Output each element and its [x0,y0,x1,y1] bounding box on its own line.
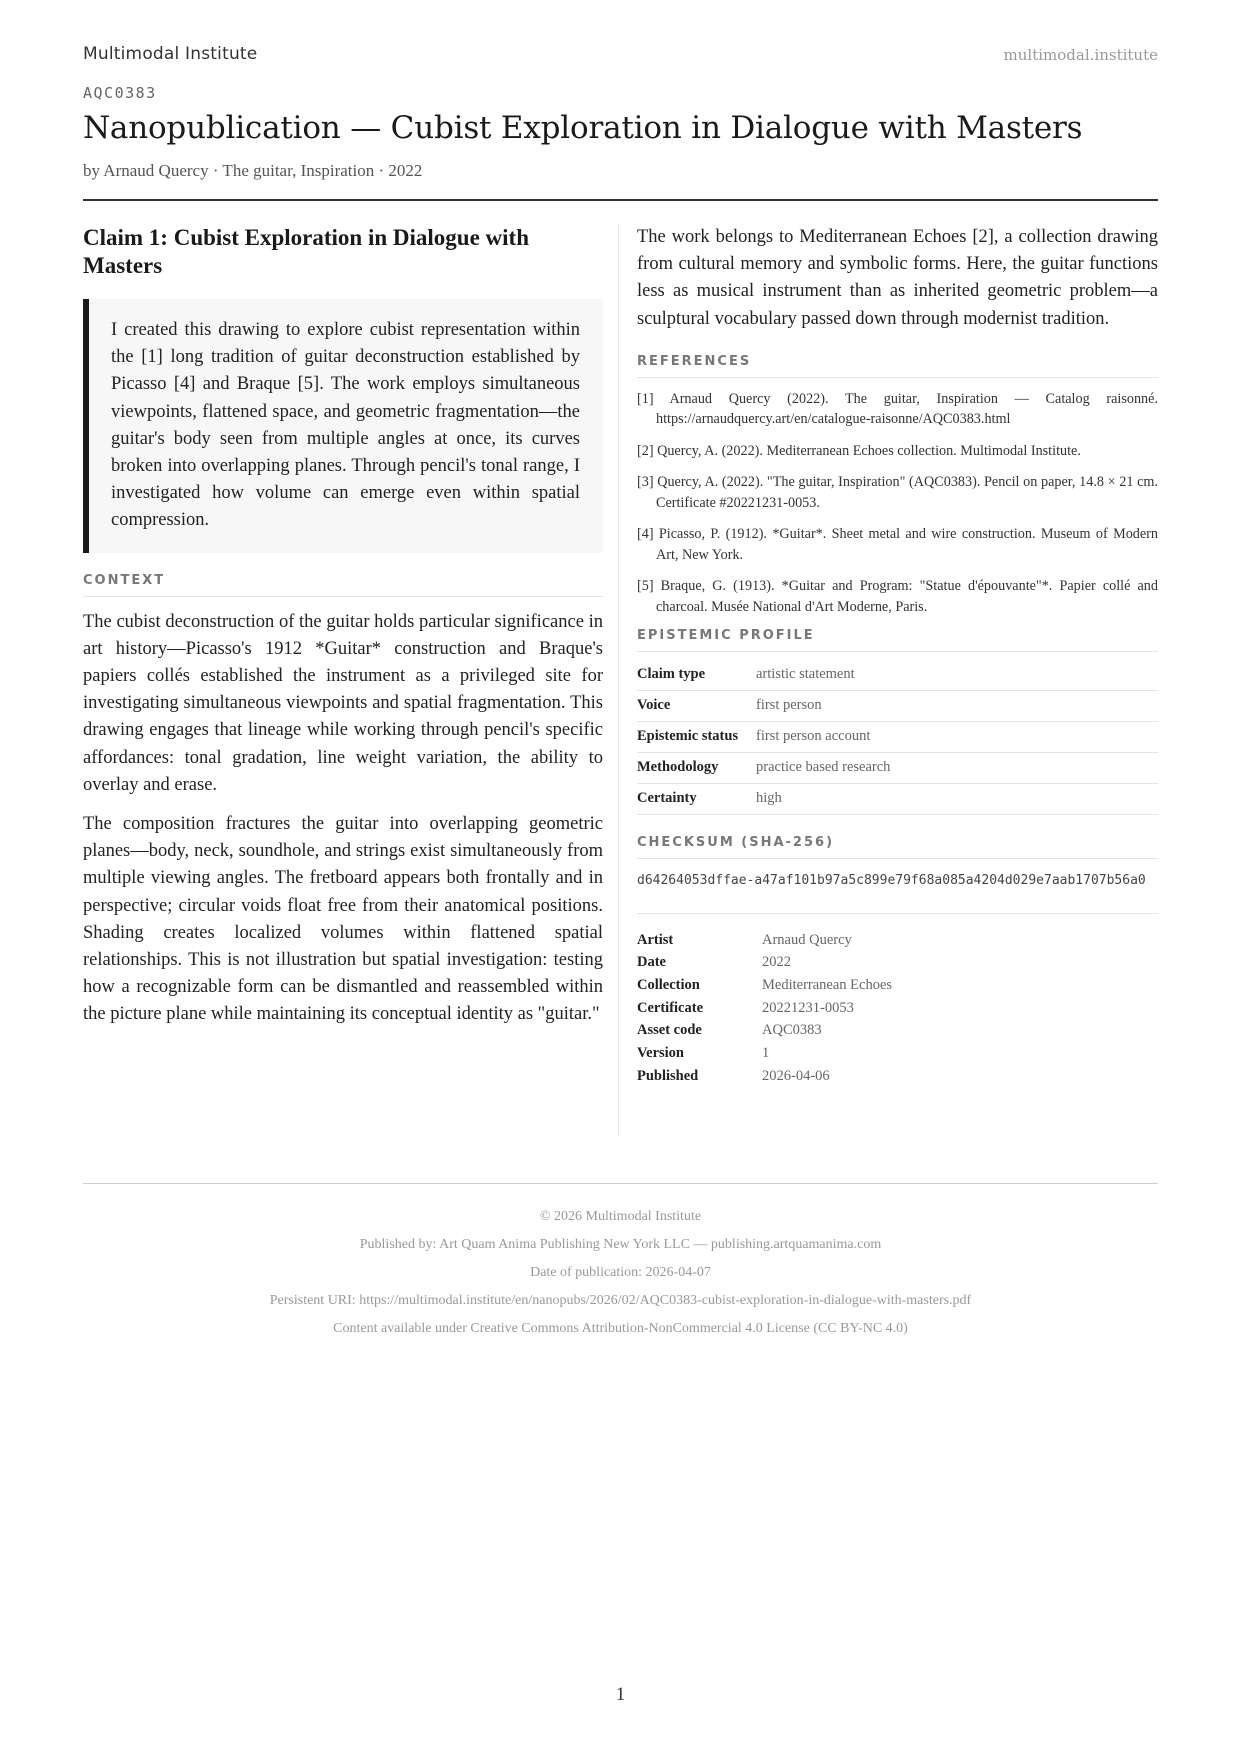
institute-url[interactable]: multimodal.institute [1003,46,1158,64]
metadata-row [637,1065,892,1088]
metadata-label: Asset code [637,1022,702,1039]
profile-row [637,752,1158,783]
metadata-value: 2022 [762,954,791,971]
metadata-label: Collection [637,977,700,994]
context-paragraph: The work belongs to Mediterranean Echoes [2], a collection drawing from cultural memory and symbolic forms. Here, the guitar functions less as musical instrument than as inherited geometric problem—a sculptural vocabulary passed down through modernist tradition. [637,227,1158,329]
asset-code-label: AQC0383 [83,84,157,102]
context-paragraph: The cubist deconstruction of the guitar holds particular significance in art history—Picasso's 1912 *Guitar* construction and Braque's papiers collés established the instrument as a privileged site for investigating simultaneous viewpoints and spatial fragmentation. This drawing engages that lineage while working through pencil's specific affordances: tonal gradation, line weight variation, the ability to overlay and erase. [83,611,603,795]
claim-title: Claim 1: Cubist Exploration in Dialogue with Masters [83,225,529,278]
header-divider [83,199,1158,201]
footer-publisher: Published by: Art Quam Anima Publishing New York LLC — publishing.artquamanima.com [359,1237,882,1252]
profile-row [637,783,1158,814]
profile-value: practice based research [756,752,1158,783]
profile-label: Claim type [637,659,756,690]
institute-name: Multimodal Institute [83,44,258,64]
footer-license: Content available under Creative Commons Attribution-NonCommercial 4.0 License (CC BY-NC 4.0) [333,1321,908,1336]
profile-label: Voice [637,690,756,721]
profile-label: Epistemic status [637,721,756,752]
metadata-value: 2026-04-06 [762,1067,830,1084]
profile-value: high [756,783,1158,814]
profile-row [637,659,1158,690]
profile-row [637,721,1158,752]
reference-item: [3] Quercy, A. (2022). "The guitar, Inspiration" (AQC0383). Pencil on paper, 14.8 × 21 cm. Certificate #20221231-0053. [637,474,1158,511]
reference-item[interactable]: [1] Arnaud Quercy (2022). The guitar, Inspiration — Catalog raisonné. https://arnaudquercy.art/en/catalogue-raisonne/AQC0383.html [637,390,1158,428]
context-heading: CONTEXT [83,573,603,597]
context-paragraph: The composition fractures the guitar into overlapping geometric planes—body, neck, soundhole, and strings exist simultaneously from multiple viewing angles. The fretboard appears both frontally and in perspective; circular voids float free from their anatomical positions. Shading creates localized volumes within flattened spatial relationships. This is not illustration but spatial investigation: testing how a recognizable form can be dismantled and reassembled within the picture plane while maintaining its conceptual identity as "guitar." [83,814,603,1025]
metadata-label: Certificate [637,999,704,1016]
metadata-label: Artist [637,931,674,948]
metadata-label: Published [637,1067,699,1084]
page-footer [83,1203,1158,1343]
document-page [83,0,1158,1754]
metadata-value: AQC0383 [762,1022,822,1039]
epistemic-profile-table [637,659,1158,815]
metadata-value: Arnaud Quercy [762,931,852,948]
page-title: Nanopublication — Cubist Exploration in Dialogue with Masters [83,110,1083,146]
footer-divider [83,1183,1158,1184]
column-divider [618,224,619,1136]
metadata-row [637,997,892,1020]
reference-item: [5] Braque, G. (1913). *Guitar and Program: "Statue d'épouvante"*. Papier collé and charcoal. Musée National d'Art Moderne, Paris. [637,578,1158,615]
claim-quote: I created this drawing to explore cubist representation within the [1] long tradition of guitar deconstruction established by Picasso [4] and Braque [5]. The work employs simultaneous viewpoints, flattened space, and geometric fragmentation—the guitar's body seen from multiple angles at once, its curves broken into overlapping planes. Through pencil's tonal range, I investigated how volume can emerge even within spatial compression. [83,299,603,553]
right-column [637,224,1158,1088]
left-column [83,224,603,1029]
metadata-label: Version [637,1045,684,1062]
profile-value: first person [756,690,1158,721]
page-number: 1 [615,1684,626,1705]
profile-value: artistic statement [756,659,1158,690]
reference-item: [2] Quercy, A. (2022). Mediterranean Echoes collection. Multimodal Institute. [637,442,1081,459]
metadata-value: 20221231-0053 [762,999,854,1016]
profile-label: Certainty [637,783,756,814]
checksum-value: d64264053dffae-a47af101b97a5c899e79f68a085a4204d029e7aab1707b56a0 [637,871,1158,914]
profile-value: first person account [756,721,1158,752]
metadata-row [637,1042,892,1065]
profile-label: Methodology [637,752,756,783]
metadata-row [637,929,892,952]
metadata-row [637,952,892,975]
checksum-heading: CHECKSUM (SHA-256) [637,835,1158,859]
epistemic-profile-heading: EPISTEMIC PROFILE [637,628,1158,652]
page-header-row [83,44,1158,68]
profile-row [637,690,1158,721]
footer-publication-date: Date of publication: 2026-04-07 [530,1265,711,1280]
footer-persistent-uri[interactable]: Persistent URI: https://multimodal.institute/en/nanopubs/2026/02/AQC0383-cubist-exploration-in-dialogue-with-masters.pdf [269,1293,972,1308]
metadata-row [637,1020,892,1043]
metadata-row [637,974,892,997]
byline: by Arnaud Quercy · The guitar, Inspiration · 2022 [83,161,423,180]
footer-copyright: © 2026 Multimodal Institute [539,1209,702,1224]
reference-item: [4] Picasso, P. (1912). *Guitar*. Sheet metal and wire construction. Museum of Modern Art, New York. [637,526,1158,563]
metadata-value: Mediterranean Echoes [762,977,893,994]
references-heading: REFERENCES [637,354,1158,378]
metadata-value: 1 [762,1045,770,1062]
references-list [637,389,1158,618]
metadata-label: Date [637,954,666,971]
metadata-table [637,929,892,1088]
